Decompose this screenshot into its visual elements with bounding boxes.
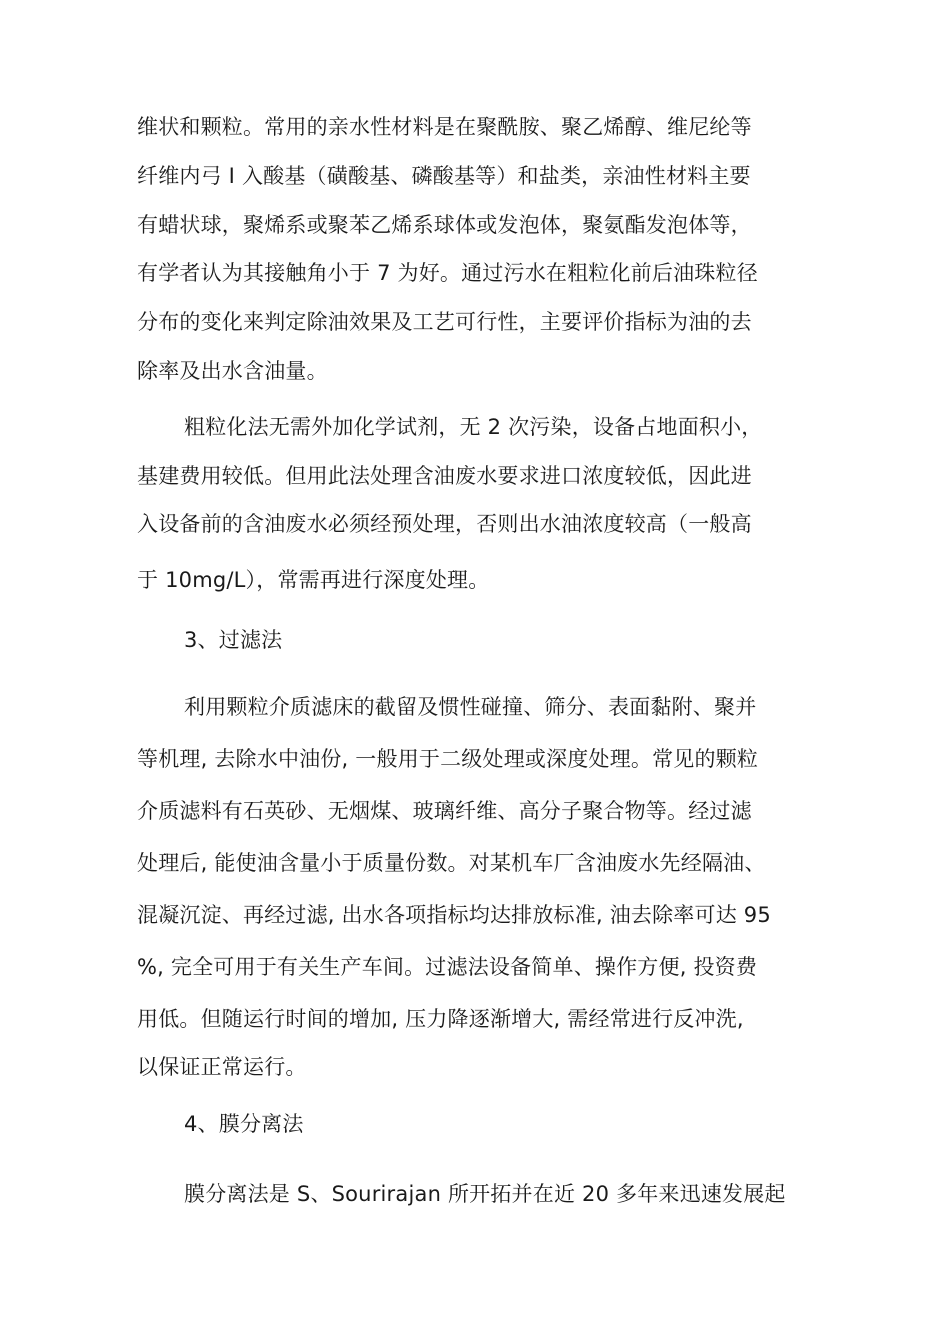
section-heading: 3、过滤法 (184, 628, 283, 652)
paragraph-line: 于 10mg/L），常需再进行深度处理。 (137, 568, 490, 592)
paragraph-line: 有蜡状球，聚烯系或聚苯乙烯系球体或发泡体，聚氨酯发泡体等， (137, 213, 752, 237)
paragraph-line: 用低。但随运行时间的增加, 压力降逐渐增大, 需经常进行反冲洗, (137, 1007, 744, 1031)
paragraph-line: 有学者认为其接触角小于 7 为好。通过污水在粗粒化前后油珠粒径 (137, 261, 758, 285)
paragraph-line: 混凝沉淀、再经过滤, 出水各项指标均达排放标准, 油去除率可达 95 (137, 903, 771, 927)
paragraph-line: 除率及出水含油量。 (137, 359, 328, 383)
paragraph-line: 利用颗粒介质滤床的截留及惯性碰撞、筛分、表面黏附、聚并 (184, 695, 757, 719)
paragraph-line: 纤维内弓 I 入酸基（磺酸基、磷酸基等）和盐类，亲油性材料主要 (137, 164, 751, 188)
paragraph-line: 基建费用较低。但用此法处理含油废水要求进口浓度较低，因此进 (137, 464, 752, 488)
paragraph-line: 入设备前的含油废水必须经预处理，否则出水油浓度较高（一般高 (137, 512, 752, 536)
paragraph-line: 等机理, 去除水中油份, 一般用于二级处理或深度处理。常见的颗粒 (137, 747, 759, 771)
paragraph-line: %, 完全可用于有关生产车间。过滤法设备简单、操作方便, 投资费 (137, 955, 758, 979)
paragraph-line: 粗粒化法无需外加化学试剂，无 2 次污染，设备占地面积小， (184, 415, 763, 439)
paragraph-line: 以保证正常运行。 (137, 1055, 307, 1079)
paragraph-line: 处理后, 能使油含量小于质量份数。对某机车厂含油废水先经隔油、 (137, 851, 766, 875)
section-heading: 4、膜分离法 (184, 1112, 304, 1136)
paragraph-line: 维状和颗粒。常用的亲水性材料是在聚酰胺、聚乙烯醇、维尼纶等 (137, 115, 752, 139)
paragraph-line: 膜分离法是 S、Sourirajan 所开拓并在近 20 多年来迅速发展起 (184, 1182, 786, 1206)
paragraph-line: 介质滤料有石英砂、无烟煤、玻璃纤维、高分子聚合物等。经过滤 (137, 799, 752, 823)
paragraph-line: 分布的变化来判定除油效果及工艺可行性，主要评价指标为油的去 (137, 310, 752, 334)
